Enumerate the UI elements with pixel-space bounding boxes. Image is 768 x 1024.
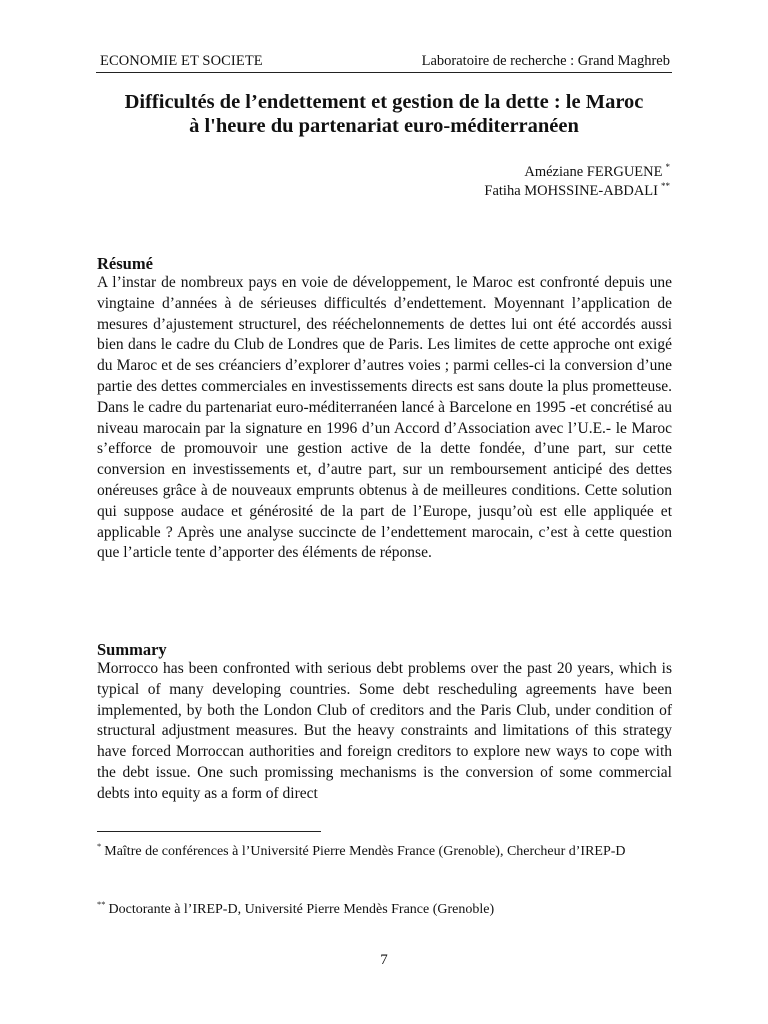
lab-name: Laboratoire de recherche : Grand Maghreb [421, 53, 670, 69]
author-1-name: Améziane FERGUENE [524, 164, 663, 180]
author-2-name: Fatiha MOHSSINE-ABDALI [484, 183, 658, 199]
footnote-divider [97, 831, 321, 832]
author-1 [484, 163, 670, 182]
article-title-line-1: Difficultés de l’endettement et gestion de la dette : le Maroc [124, 91, 644, 113]
footnote-2-mark: ** [97, 899, 106, 910]
author-2-footnote-mark: ** [661, 181, 670, 192]
footnote-1 [97, 842, 672, 861]
author-list [484, 163, 670, 201]
footnote-1-mark: * [97, 841, 102, 852]
author-1-footnote-mark: * [665, 162, 670, 173]
page-number: 7 [380, 952, 388, 968]
article-title-line-2: à l'heure du partenariat euro-méditerranéen [189, 115, 579, 137]
running-header [96, 50, 672, 73]
footnote-1-text: Maître de conférences à l’Université Pierre Mendès France (Grenoble), Chercheur d’IREP-D [104, 844, 626, 859]
summary-text: Morrocco has been confronted with serious debt problems over the past 20 years, which is typical of many developing countries. Some debt rescheduling agreements have been implemented, by both the London Club of creditors and the Paris Club, under condition of structural adjustment measures. But the heavy constraints and limitations of this strategy have forced Morroccan authorities and foreign creditors to explore new ways to cope with the debt issue. One such promissing mechanisms is the conversion of some commercial debts into equity as a form of direct [97, 660, 672, 802]
journal-name: ECONOMIE ET SOCIETE [100, 53, 263, 69]
footnote-2 [97, 900, 672, 919]
article-title [96, 90, 672, 138]
footnote-2-text: Doctorante à l’IREP-D, Université Pierre Mendès France (Grenoble) [108, 902, 495, 917]
author-2 [484, 182, 670, 201]
summary-heading: Summary [97, 640, 167, 659]
resume-heading: Résumé [97, 254, 153, 273]
resume-text: A l’instar de nombreux pays en voie de développement, le Maroc est confronté depuis une vingtaine d’années à de sérieuses difficultés d’endettement. Moyennant l’application de mesures d’ajustement structurel, des rééchelonnements de dettes lui ont été accordés aussi bien dans le cadre du Club de Londres que de Paris. Les limites de cette approche ont exigé du Maroc et de ses créanciers d’explorer d’autres voies ; parmi celles-ci la conversion d’une partie des dettes commerciales en investissements directs est sans doute la plus prometteuse. Dans le cadre du partenariat euro-méditerranéen lancé à Barcelone en 1995 -et concrétisé au niveau marocain par la signature en 1996 d’un Accord d’Association avec l’U.E.- le Maroc s’efforce de promouvoir une gestion active de la dette fondée, d’une part, sur cette conversion en investissements et, d’autre part, sur un remboursement anticipé des dettes onéreuses grâce à de nouveaux emprunts obtenus à de meilleures conditions. Cette solution qui suppose audace et générosité de la part de l’Europe, jusqu’où est elle appliquée et applicable ? Après une analyse succincte de l’endettement marocain, c’est à cette question que l’article tente d’apporter des éléments de réponse. [97, 274, 672, 562]
